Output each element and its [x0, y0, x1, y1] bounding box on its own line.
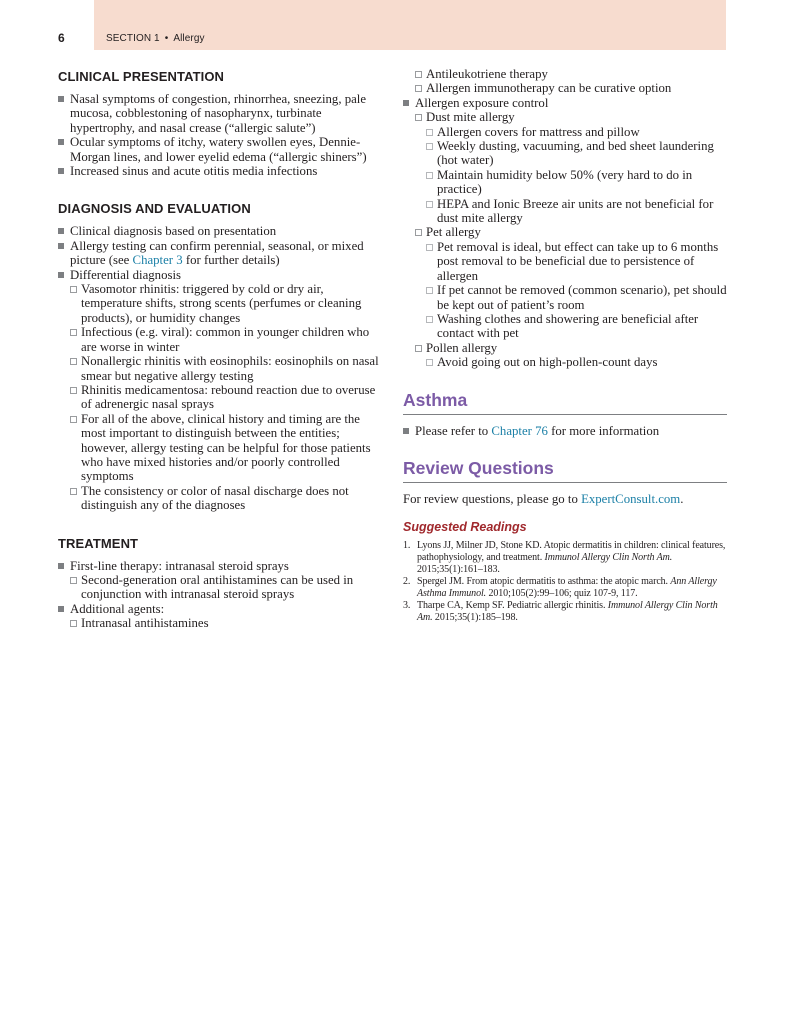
sub-sub-list-item: Allergen covers for mattress and pillow [403, 125, 727, 139]
treatment-continued-list [403, 67, 727, 370]
square-bullet-icon [58, 168, 64, 174]
sub-list-item: Pollen allergy [403, 341, 727, 355]
sub-list-item: Vasomotor rhinitis: triggered by cold or dry air, temperature shifts, strong scents (perfumes or cleaning products), or humidity changes [58, 282, 380, 325]
running-head [106, 33, 205, 44]
hollow-square-bullet-icon [426, 172, 433, 179]
hollow-square-bullet-icon [415, 114, 422, 121]
hollow-square-bullet-icon [70, 620, 77, 627]
list-item: Please refer to Chapter 76 for more information [403, 424, 727, 438]
hollow-square-bullet-icon [70, 387, 77, 394]
square-bullet-icon [403, 428, 409, 434]
hollow-square-bullet-icon [415, 85, 422, 92]
list-item: Allergen exposure control [403, 96, 727, 110]
sub-sub-list-item: Washing clothes and showering are beneficial after contact with pet [403, 312, 727, 341]
list-item: Clinical diagnosis based on presentation [58, 224, 380, 238]
hollow-square-bullet-icon [70, 329, 77, 336]
list-item: Nasal symptoms of congestion, rhinorrhea, sneezing, pale mucosa, cobblestoning of nasopharynx, turbinate hypertrophy, and nasal crease (“allergic salute”) [58, 92, 380, 135]
square-bullet-icon [403, 100, 409, 106]
hollow-square-bullet-icon [415, 71, 422, 78]
sub-list-item: Infectious (e.g. viral): common in younger children who are worse in winter [58, 325, 380, 354]
hollow-square-bullet-icon [426, 201, 433, 208]
sub-list-item: The consistency or color of nasal discharge does not distinguish any of the diagnoses [58, 484, 380, 513]
review-questions-heading: Review Questions [403, 458, 727, 483]
suggested-readings-heading: Suggested Readings [403, 519, 527, 534]
square-bullet-icon [58, 96, 64, 102]
reference-item: 1. Lyons JJ, Milner JD, Stone KD. Atopic dermatitis in children: clinical features, pathophysiology, and treatment. Immunol Allergy Clin North Am. 2015;35(1):161–183. [403, 539, 726, 575]
list-item: Additional agents: [58, 602, 380, 616]
list-item: Differential diagnosis [58, 268, 380, 282]
right-column [403, 67, 727, 624]
list-item: First-line therapy: intranasal steroid sprays [58, 559, 380, 573]
square-bullet-icon [58, 563, 64, 569]
hollow-square-bullet-icon [426, 316, 433, 323]
asthma-list [403, 424, 727, 438]
square-bullet-icon [58, 243, 64, 249]
reference-item: 2. Spergel JM. From atopic dermatitis to asthma: the atopic march. Ann Allergy Asthma Immunol. 2010;105(2):99–106; quiz 107-9, 117. [403, 575, 717, 599]
sub-list-item: Intranasal antihistamines [58, 616, 380, 630]
hollow-square-bullet-icon [426, 143, 433, 150]
clinical-presentation-heading: CLINICAL PRESENTATION [58, 69, 225, 84]
sub-sub-list-item: Pet removal is ideal, but effect can take up to 6 months post removal to be beneficial due to persistence of allergen [403, 240, 727, 283]
treatment-heading: TREATMENT [58, 535, 139, 551]
diagnosis-list [58, 224, 380, 512]
square-bullet-icon [58, 139, 64, 145]
review-text: For review questions, please go to ExpertConsult.com. [403, 491, 684, 506]
sub-sub-list-item: Maintain humidity below 50% (very hard to do in practice) [403, 168, 727, 197]
left-column [58, 66, 380, 631]
treatment-list [58, 559, 380, 631]
hollow-square-bullet-icon [70, 416, 77, 423]
hollow-square-bullet-icon [426, 129, 433, 136]
chapter-3-link[interactable]: Chapter 3 [132, 253, 183, 268]
hollow-square-bullet-icon [426, 359, 433, 366]
page-number: 6 [58, 31, 65, 45]
square-bullet-icon [58, 228, 64, 234]
hollow-square-bullet-icon [70, 577, 77, 584]
chapter-76-link[interactable]: Chapter 76 [491, 423, 548, 438]
sub-list-item: For all of the above, clinical history and timing are the most important to distinguish between the entities; however, allergy testing can be helpful for those patients who have mixed histories and/or poorly controlled symptoms [58, 412, 380, 484]
sub-sub-list-item: Avoid going out on high-pollen-count days [403, 355, 727, 369]
sub-sub-list-item: If pet cannot be removed (common scenario), pet should be kept out of patient’s room [403, 283, 727, 312]
square-bullet-icon [58, 272, 64, 278]
list-item: Increased sinus and acute otitis media infections [58, 164, 380, 178]
sub-list-item: Antileukotriene therapy [403, 67, 727, 81]
sub-list-item: Nonallergic rhinitis with eosinophils: eosinophils on nasal smear but negative allergy testing [58, 354, 380, 383]
sub-list-item: Dust mite allergy [403, 110, 727, 124]
expertconsult-link[interactable]: ExpertConsult.com [581, 491, 681, 506]
reference-item: 3. Tharpe CA, Kemp SF. Pediatric allergic rhinitis. Immunol Allergy Clin North Am. 2015;35(1):185–198. [403, 599, 718, 623]
hollow-square-bullet-icon [70, 358, 77, 365]
page-number-box [0, 0, 94, 50]
hollow-square-bullet-icon [70, 286, 77, 293]
sub-sub-list-item: Weekly dusting, vacuuming, and bed sheet laundering (hot water) [403, 139, 727, 168]
sub-sub-list-item: HEPA and Ionic Breeze air units are not beneficial for dust mite allergy [403, 197, 727, 226]
hollow-square-bullet-icon [426, 244, 433, 251]
sub-list-item: Allergen immunotherapy can be curative option [403, 81, 727, 95]
hollow-square-bullet-icon [426, 287, 433, 294]
section-label: SECTION 1 [106, 33, 160, 44]
list-item: Ocular symptoms of itchy, watery swollen eyes, Dennie-Morgan lines, and lower eyelid edema (“allergic shiners”) [58, 135, 380, 164]
diagnosis-heading: DIAGNOSIS AND EVALUATION [58, 201, 251, 217]
header-separator: • [164, 33, 169, 44]
clinical-list [58, 92, 380, 178]
references-list [403, 540, 727, 624]
hollow-square-bullet-icon [70, 488, 77, 495]
sub-list-item: Rhinitis medicamentosa: rebound reaction due to overuse of adrenergic nasal sprays [58, 383, 380, 412]
hollow-square-bullet-icon [415, 229, 422, 236]
square-bullet-icon [58, 606, 64, 612]
hollow-square-bullet-icon [415, 345, 422, 352]
asthma-heading: Asthma [403, 390, 727, 415]
sub-list-item: Second-generation oral antihistamines can be used in conjunction with intranasal steroid sprays [58, 573, 380, 602]
sub-list-item: Pet allergy [403, 225, 727, 239]
chapter-label: Allergy [173, 33, 205, 44]
list-item: Allergy testing can confirm perennial, seasonal, or mixed picture (see Chapter 3 for further details) [58, 239, 380, 268]
